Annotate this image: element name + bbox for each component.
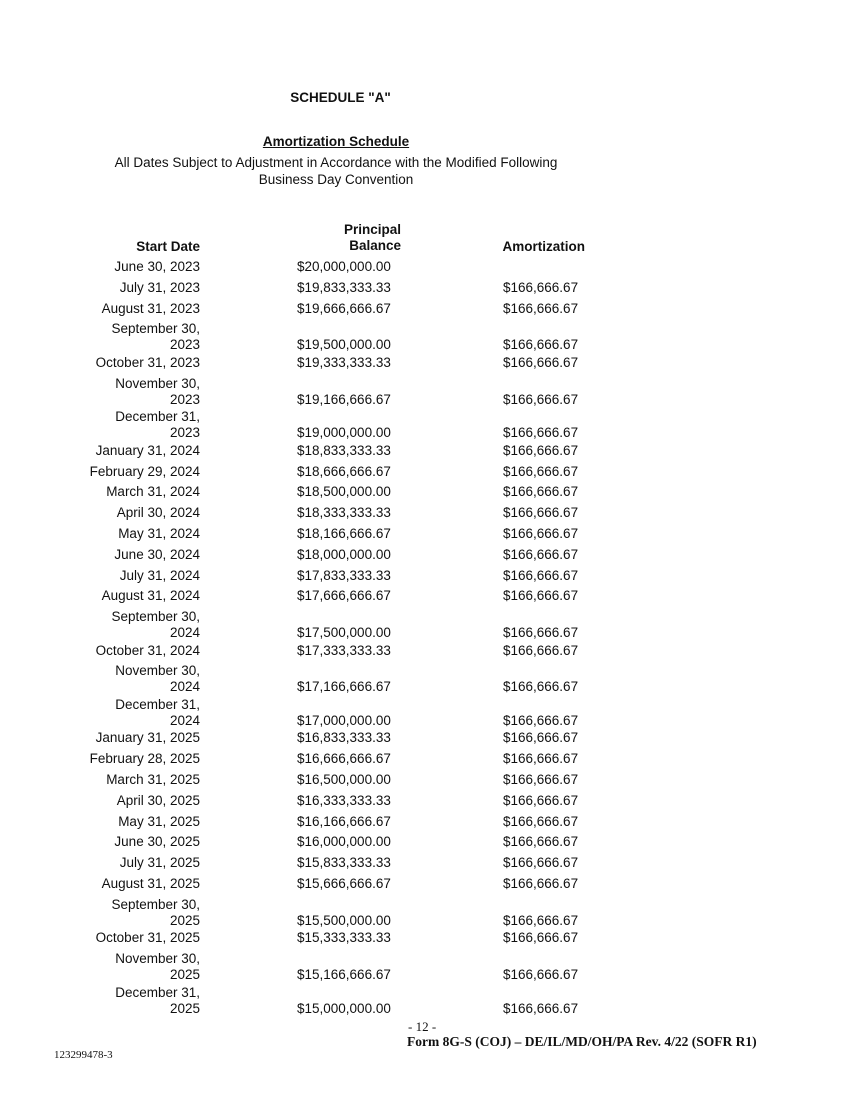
row-start-date	[60, 484, 200, 500]
row-amortization: $166,666.67	[503, 772, 579, 787]
header-principal-line2: Balance	[349, 238, 401, 253]
row-start-date	[60, 814, 200, 830]
row-principal-balance: $15,166,666.67	[297, 967, 391, 983]
row-amortization: $166,666.67	[503, 300, 579, 316]
row-principal-balance: $19,833,333.33	[297, 279, 391, 295]
row-principal-balance: $19,000,000.00	[297, 425, 391, 441]
schedule-heading: Amortization Schedule	[262, 134, 410, 149]
row-start-date	[60, 505, 200, 521]
row-principal-balance: $15,833,333.33	[297, 855, 391, 871]
document-id: 123299478-3	[54, 1049, 113, 1061]
row-amortization: $166,666.67	[503, 967, 579, 983]
row-amortization: $166,666.67	[503, 525, 579, 541]
row-amortization: $166,666.67	[503, 425, 579, 441]
row-start-date	[60, 730, 200, 746]
row-start-date	[60, 697, 200, 729]
row-principal-balance: $17,333,333.33	[297, 642, 391, 658]
start-date-line: July 31, 2025	[119, 855, 200, 871]
start-date-line: October 31, 2025	[95, 930, 200, 946]
start-date-line: 2024	[169, 712, 200, 728]
start-date-line: 2023	[169, 391, 200, 407]
row-start-date	[60, 259, 200, 275]
row-amortization: $166,666.67	[503, 730, 579, 746]
row-principal-balance: $19,333,333.33	[297, 354, 391, 370]
row-principal-balance: $18,000,000.00	[297, 546, 391, 562]
row-amortization: $166,666.67	[503, 1000, 579, 1016]
row-start-date	[60, 355, 200, 371]
row-amortization: $166,666.67	[503, 279, 579, 295]
start-date-line: June 30, 2025	[114, 834, 200, 850]
start-date-line: February 28, 2025	[89, 751, 200, 767]
page-number: - 12 -	[408, 1019, 437, 1034]
start-date-line: November 30,	[115, 375, 200, 391]
row-amortization: $166,666.67	[503, 792, 579, 808]
start-date-line: 2024	[169, 679, 200, 695]
row-principal-balance: $15,333,333.33	[297, 930, 391, 946]
start-date-line: 2025	[169, 1000, 200, 1016]
start-date-line: October 31, 2024	[95, 642, 200, 658]
row-amortization: $166,666.67	[503, 912, 579, 928]
start-date-line: June 30, 2024	[114, 546, 200, 562]
start-date-line: May 31, 2024	[118, 525, 200, 541]
header-amortization: Amortization	[502, 239, 585, 254]
row-amortization: $166,666.67	[503, 567, 579, 583]
row-principal-balance: $15,500,000.00	[297, 912, 391, 928]
start-date-line: March 31, 2025	[106, 772, 200, 787]
row-principal-balance: $16,333,333.33	[297, 792, 391, 808]
subtitle-line-1: All Dates Subject to Adjustment in Accordance with the Modified Following	[114, 155, 558, 170]
row-amortization: $166,666.67	[503, 876, 579, 891]
row-start-date	[60, 772, 200, 788]
start-date-line: December 31,	[115, 696, 200, 712]
row-start-date	[60, 834, 200, 850]
row-principal-balance: $18,333,333.33	[297, 505, 391, 521]
row-principal-balance: $20,000,000.00	[297, 259, 391, 274]
row-principal-balance: $17,000,000.00	[297, 712, 391, 728]
start-date-line: 2025	[169, 912, 200, 928]
row-amortization: $166,666.67	[503, 337, 579, 353]
start-date-line: September 30,	[111, 896, 200, 912]
schedule-title: SCHEDULE "A"	[290, 90, 391, 105]
row-amortization: $166,666.67	[503, 679, 579, 695]
start-date-line: 2025	[169, 967, 200, 983]
row-start-date	[60, 751, 200, 767]
row-principal-balance: $15,666,666.67	[297, 876, 391, 891]
row-start-date	[60, 376, 200, 408]
row-start-date	[60, 321, 200, 353]
row-amortization: $166,666.67	[503, 484, 579, 500]
start-date-line: March 31, 2024	[106, 484, 200, 500]
start-date-line: 2023	[169, 425, 200, 441]
row-start-date	[60, 464, 200, 480]
row-principal-balance: $17,500,000.00	[297, 625, 391, 641]
row-start-date	[60, 876, 200, 892]
row-start-date	[60, 280, 200, 296]
start-date-line: November 30,	[115, 663, 200, 679]
start-date-line: 2023	[169, 337, 200, 353]
row-start-date	[60, 985, 200, 1017]
start-date-line: September 30,	[111, 609, 200, 625]
row-start-date	[60, 568, 200, 584]
row-principal-balance: $16,166,666.67	[297, 813, 391, 829]
row-principal-balance: $19,666,666.67	[297, 300, 391, 316]
row-amortization: $166,666.67	[503, 354, 579, 370]
start-date-line: July 31, 2024	[119, 567, 200, 583]
start-date-line: August 31, 2024	[101, 588, 200, 604]
row-amortization: $166,666.67	[503, 834, 579, 850]
header-start-date: Start Date	[136, 239, 200, 254]
form-line: Form 8G-S (COJ) – DE/IL/MD/OH/PA Rev. 4/22 (SOFR R1)	[407, 1034, 757, 1049]
row-principal-balance: $18,666,666.67	[297, 463, 391, 479]
row-amortization: $166,666.67	[503, 625, 579, 641]
row-start-date	[60, 643, 200, 659]
row-start-date	[60, 409, 200, 441]
header-principal-line1: Principal	[343, 222, 401, 237]
start-date-line: May 31, 2025	[118, 813, 200, 829]
start-date-line: September 30,	[111, 321, 200, 337]
row-amortization: $166,666.67	[503, 751, 579, 767]
start-date-line: 2024	[169, 625, 200, 641]
row-amortization: $166,666.67	[503, 712, 579, 728]
row-amortization: $166,666.67	[503, 463, 579, 479]
row-amortization: $166,666.67	[503, 930, 579, 946]
start-date-line: November 30,	[115, 951, 200, 967]
row-start-date	[60, 930, 200, 946]
start-date-line: February 29, 2024	[89, 463, 200, 479]
row-amortization: $166,666.67	[503, 505, 579, 521]
start-date-line: January 31, 2025	[95, 730, 200, 746]
start-date-line: April 30, 2024	[116, 505, 200, 521]
start-date-line: August 31, 2025	[101, 876, 200, 891]
row-start-date	[60, 951, 200, 983]
row-principal-balance: $18,833,333.33	[297, 442, 391, 458]
row-start-date	[60, 301, 200, 317]
row-start-date	[60, 663, 200, 695]
row-start-date	[60, 855, 200, 871]
start-date-line: October 31, 2023	[95, 354, 200, 370]
row-principal-balance: $16,500,000.00	[297, 772, 391, 787]
row-amortization: $166,666.67	[503, 813, 579, 829]
row-principal-balance: $18,500,000.00	[297, 484, 391, 500]
row-principal-balance: $17,833,333.33	[297, 567, 391, 583]
row-amortization: $166,666.67	[503, 588, 579, 604]
start-date-line: April 30, 2025	[116, 792, 200, 808]
row-amortization: $166,666.67	[503, 642, 579, 658]
row-start-date	[60, 609, 200, 641]
row-principal-balance: $17,166,666.67	[297, 679, 391, 695]
start-date-line: January 31, 2024	[95, 442, 200, 458]
start-date-line: December 31,	[115, 984, 200, 1000]
row-start-date	[60, 547, 200, 563]
row-principal-balance: $16,833,333.33	[297, 730, 391, 746]
row-principal-balance: $16,666,666.67	[297, 751, 391, 767]
start-date-line: December 31,	[115, 409, 200, 425]
row-amortization: $166,666.67	[503, 855, 579, 871]
row-start-date	[60, 526, 200, 542]
row-amortization: $166,666.67	[503, 391, 579, 407]
row-principal-balance: $15,000,000.00	[297, 1000, 391, 1016]
row-principal-balance: $17,666,666.67	[297, 588, 391, 604]
row-start-date	[60, 588, 200, 604]
row-principal-balance: $16,000,000.00	[297, 834, 391, 850]
start-date-line: August 31, 2023	[101, 300, 200, 316]
subtitle-line-2: Business Day Convention	[258, 172, 414, 187]
row-start-date	[60, 897, 200, 929]
row-start-date	[60, 443, 200, 459]
row-principal-balance: $19,166,666.67	[297, 391, 391, 407]
row-principal-balance: $19,500,000.00	[297, 337, 391, 353]
start-date-line: July 31, 2023	[119, 279, 200, 295]
row-start-date	[60, 793, 200, 809]
start-date-line: June 30, 2023	[114, 259, 200, 274]
row-amortization: $166,666.67	[503, 546, 579, 562]
row-amortization: $166,666.67	[503, 442, 579, 458]
row-principal-balance: $18,166,666.67	[297, 525, 391, 541]
